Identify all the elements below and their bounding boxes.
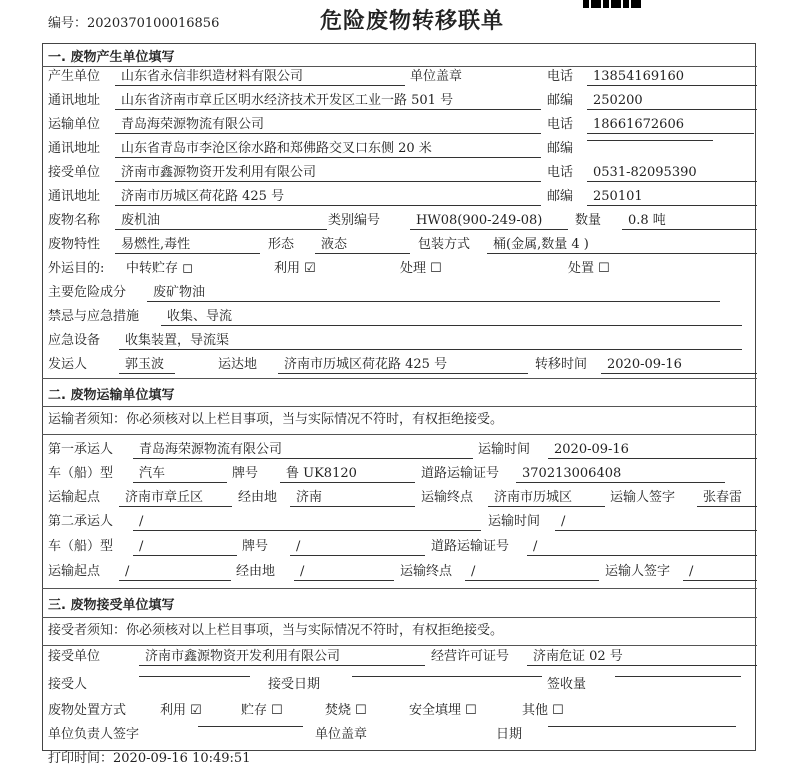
receiver-label: 接受单位: [48, 165, 101, 180]
receiver-address-field[interactable]: 济南市历城区荷花路 425 号: [115, 188, 541, 206]
method-landfill-checkbox[interactable]: 安全填埋 ☐: [409, 703, 477, 718]
second-time-field[interactable]: /: [555, 513, 757, 531]
vehicle-label: 车（船）型: [48, 466, 114, 481]
section-1-title: 一. 废物产生单位填写: [48, 50, 175, 65]
via-label: 经由地: [238, 490, 278, 505]
purpose-label: 外运目的:: [48, 261, 105, 276]
second-end-field[interactable]: /: [465, 563, 599, 581]
transporter-label: 运输单位: [48, 117, 101, 132]
method-utilization-checkbox[interactable]: 利用 ☑: [160, 703, 202, 718]
start-label: 运输起点: [48, 564, 101, 579]
destination-field[interactable]: 济南市历城区荷花路 425 号: [278, 356, 528, 374]
vehicle-label: 车（船）型: [48, 539, 114, 554]
waste-name-field[interactable]: 废机油: [115, 212, 327, 230]
start-label: 运输起点: [48, 490, 101, 505]
category-field[interactable]: HW08(900-249-08): [410, 212, 568, 230]
time-label: 运输时间: [488, 514, 541, 529]
form-field[interactable]: 液态: [315, 236, 410, 254]
divider: [42, 378, 757, 379]
divider: [42, 406, 757, 407]
receiver-phone-field[interactable]: 0531-82095390: [587, 164, 757, 182]
producer-address-field[interactable]: 山东省济南市章丘区明水经济技术开发区工业一路 501 号: [115, 92, 541, 110]
emergency-field[interactable]: 收集、导流: [161, 308, 742, 326]
shipper-field[interactable]: 郭玉波: [119, 356, 175, 374]
first-start-field[interactable]: 济南市章丘区: [119, 489, 232, 507]
first-time-field[interactable]: 2020-09-16: [548, 441, 757, 459]
quantity-label: 数量: [575, 213, 602, 228]
method-incineration-checkbox[interactable]: 焚烧 ☐: [325, 703, 367, 718]
producer-phone-field[interactable]: 13854169160: [587, 68, 757, 86]
head-sign-label: 单位负责人签字: [48, 727, 140, 742]
notice: 运输者须知：你必须核对以上栏目事项，当与实际情况不符时，有权拒绝接受。: [48, 412, 504, 427]
date-field[interactable]: [548, 726, 736, 727]
purpose-utilization-checkbox[interactable]: 利用 ☑: [274, 261, 316, 276]
address-label: 通讯地址: [48, 189, 101, 204]
transfer-time-label: 转移时间: [535, 357, 588, 372]
package-field[interactable]: 桶(金属,数量 4 ): [487, 236, 757, 254]
first-via-field[interactable]: 济南: [290, 489, 415, 507]
plate-label: 牌号: [242, 539, 269, 554]
divider: [42, 645, 757, 646]
equipment-field[interactable]: 收集装置，导流渠: [119, 332, 742, 350]
zip-label: 邮编: [547, 189, 574, 204]
second-plate-field[interactable]: /: [290, 538, 425, 556]
page-title: 危险废物转移联单: [320, 9, 505, 34]
second-carrier-label: 第二承运人: [48, 514, 114, 529]
phone-label: 电话: [547, 117, 574, 132]
day-label: 日期: [496, 727, 523, 742]
property-field[interactable]: 易燃性,毒性: [115, 236, 260, 254]
section-3-title: 三. 废物接受单位填写: [48, 598, 175, 613]
second-sign-field[interactable]: /: [683, 563, 757, 581]
print-time: 打印时间：2020-09-16 10:49:51: [48, 751, 251, 766]
end-label: 运输终点: [400, 564, 453, 579]
producer-zip-field[interactable]: 250200: [587, 92, 757, 110]
first-sign-field[interactable]: 张春雷: [697, 489, 757, 507]
first-plate-field[interactable]: 鲁 UK8120: [280, 465, 415, 483]
license-label: 经营许可证号: [431, 649, 510, 664]
package-label: 包装方式: [418, 237, 471, 252]
first-carrier-field[interactable]: 青岛海荣源物流有限公司: [133, 441, 473, 459]
first-vehicle-field[interactable]: 汽车: [133, 465, 227, 483]
receiver-field[interactable]: 济南市鑫源物资开发利用有限公司: [115, 164, 541, 182]
method-storage-checkbox[interactable]: 贮存 ☐: [241, 703, 283, 718]
transfer-time-field[interactable]: 2020-09-16: [601, 356, 757, 374]
purpose-treatment-checkbox[interactable]: 处理 ☐: [400, 261, 442, 276]
head-sign-field[interactable]: [198, 726, 303, 727]
person-label: 接受人: [48, 677, 88, 692]
receiver-zip-field[interactable]: 250101: [587, 188, 757, 206]
method-label: 废物处置方式: [48, 703, 127, 718]
transporter-phone-field[interactable]: 18661672606: [587, 116, 754, 134]
second-permit-field[interactable]: /: [527, 538, 757, 556]
hazard-label: 主要危险成分: [48, 285, 127, 300]
end-label: 运输终点: [421, 490, 474, 505]
seal-label: 单位盖章: [315, 727, 368, 742]
license-field[interactable]: 济南危证 02 号: [527, 648, 757, 666]
equipment-label: 应急设备: [48, 333, 101, 348]
first-end-field[interactable]: 济南市历城区: [488, 489, 605, 507]
zip-label: 邮编: [547, 93, 574, 108]
divider: [42, 617, 757, 618]
receiver-person-field[interactable]: [139, 676, 250, 677]
second-vehicle-field[interactable]: /: [133, 538, 237, 556]
permit-label: 道路运输证号: [421, 466, 500, 481]
unit-label: 接受单位: [48, 649, 101, 664]
destination-label: 运达地: [218, 357, 258, 372]
second-via-field[interactable]: /: [294, 563, 394, 581]
emergency-label: 禁忌与应急措施: [48, 309, 140, 324]
category-label: 类别编号: [328, 213, 381, 228]
sign-label: 运输人签字: [610, 490, 676, 505]
divider: [42, 66, 757, 67]
amount-label: 签收量: [547, 677, 587, 692]
address-label: 通讯地址: [48, 93, 101, 108]
first-carrier-label: 第一承运人: [48, 442, 114, 457]
seal-label: 单位盖章: [410, 69, 463, 84]
via-label: 经由地: [236, 564, 276, 579]
hazard-field[interactable]: 废矿物油: [147, 284, 720, 302]
address-label: 通讯地址: [48, 141, 101, 156]
producer-field[interactable]: 山东省永信非织造材料有限公司: [115, 68, 405, 86]
waste-name-label: 废物名称: [48, 213, 101, 228]
shipper-label: 发运人: [48, 357, 88, 372]
document-number: 编号：2020370100016856: [48, 16, 220, 31]
divider: [42, 434, 757, 435]
notice: 接受者须知：你必须核对以上栏目事项，当与实际情况不符时，有权拒绝接受。: [48, 623, 504, 638]
phone-label: 电话: [547, 69, 574, 84]
transporter-zip-field[interactable]: [587, 140, 713, 141]
divider: [42, 588, 757, 589]
transporter-field[interactable]: 青岛海荣源物流有限公司: [115, 116, 541, 134]
property-label: 废物特性: [48, 237, 101, 252]
qr-code-fragment: [583, 0, 641, 8]
date-label: 接受日期: [268, 677, 321, 692]
second-start-field[interactable]: /: [119, 563, 231, 581]
receive-date-field[interactable]: [352, 676, 542, 677]
receiving-unit-field[interactable]: 济南市鑫源物资开发利用有限公司: [139, 648, 425, 666]
received-amount-field[interactable]: [615, 676, 741, 677]
phone-label: 电话: [547, 165, 574, 180]
first-permit-field[interactable]: 370213006408: [516, 465, 725, 483]
producer-label: 产生单位: [48, 69, 101, 84]
transporter-address-field[interactable]: 山东省青岛市李沧区徐水路和郑佛路交叉口东侧 20 米: [115, 140, 541, 158]
form-label: 形态: [268, 237, 295, 252]
permit-label: 道路运输证号: [431, 539, 510, 554]
second-carrier-field[interactable]: /: [133, 513, 481, 531]
purpose-transfer-storage-checkbox[interactable]: 中转贮存 ◻: [126, 261, 193, 276]
method-other-checkbox[interactable]: 其他 ☐: [522, 703, 564, 718]
time-label: 运输时间: [478, 442, 531, 457]
zip-label: 邮编: [547, 141, 574, 156]
section-2-title: 二. 废物运输单位填写: [48, 388, 175, 403]
sign-label: 运输人签字: [605, 564, 671, 579]
quantity-field[interactable]: 0.8 吨: [622, 212, 757, 230]
plate-label: 牌号: [232, 466, 259, 481]
purpose-disposal-checkbox[interactable]: 处置 ☐: [568, 261, 610, 276]
